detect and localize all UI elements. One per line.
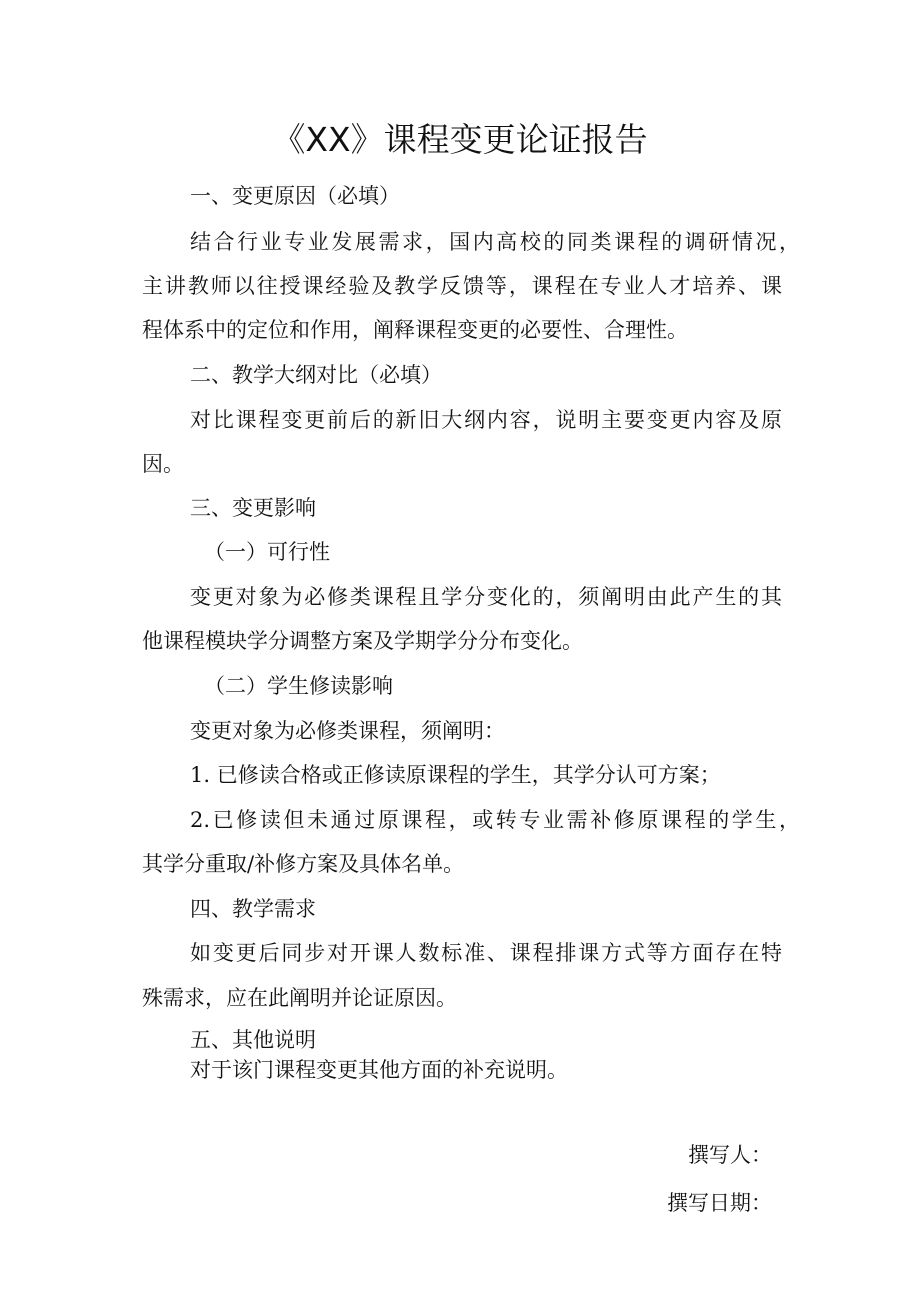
section-5-heading: 五、其他说明 xyxy=(190,1028,316,1052)
section-2-paragraph-line: 对比课程变更前后的新旧大纲内容，说明主要变更内容及原 xyxy=(190,408,782,432)
section-4-paragraph-line: 如变更后同步对开课人数标准、课程排课方式等方面存在特 xyxy=(190,941,782,965)
section-3-subheading-1: （一）可行性 xyxy=(204,540,330,564)
section-2-heading: 二、教学大纲对比（必填） xyxy=(190,363,442,387)
section-3-sub1-paragraph-line: 他课程模块学分调整方案及学期学分分布变化。 xyxy=(142,629,583,653)
section-1-paragraph-line: 程体系中的定位和作用，阐释课程变更的必要性、合理性。 xyxy=(142,318,688,342)
section-3-heading: 三、变更影响 xyxy=(190,496,316,520)
section-3-sub2-list-item-1: 1. 已修读合格或正修读原课程的学生，其学分认可方案； xyxy=(190,763,721,787)
section-1-paragraph-line: 主讲教师以往授课经验及教学反馈等，课程在专业人才培养、课 xyxy=(142,274,782,298)
author-label: 撰写人： xyxy=(688,1143,772,1167)
section-1-heading: 一、变更原因（必填） xyxy=(190,184,400,208)
date-label: 撰写日期： xyxy=(667,1191,772,1215)
section-3-sub2-list-item-2-line: 其学分重取/补修方案及具体名单。 xyxy=(142,852,465,876)
section-3-sub1-paragraph-line: 变更对象为必修类课程且学分变化的，须阐明由此产生的其 xyxy=(190,585,782,609)
section-5-paragraph: 对于该门课程变更其他方面的补充说明。 xyxy=(190,1058,568,1082)
document-title: 《XX》课程变更论证报告 xyxy=(272,120,648,159)
section-4-paragraph-line: 殊需求，应在此阐明并论证原因。 xyxy=(142,986,457,1010)
section-1-paragraph-line: 结合行业专业发展需求，国内高校的同类课程的调研情况， xyxy=(190,230,800,254)
section-2-paragraph-line: 因。 xyxy=(142,452,184,476)
section-4-heading: 四、教学需求 xyxy=(190,897,316,921)
section-3-sub2-list-item-2-line: 2.已修读但未通过原课程，或转专业需补修原课程的学生， xyxy=(190,808,800,832)
section-3-subheading-2: （二）学生修读影响 xyxy=(204,674,393,698)
section-3-sub2-paragraph: 变更对象为必修类课程，须阐明： xyxy=(190,719,505,743)
